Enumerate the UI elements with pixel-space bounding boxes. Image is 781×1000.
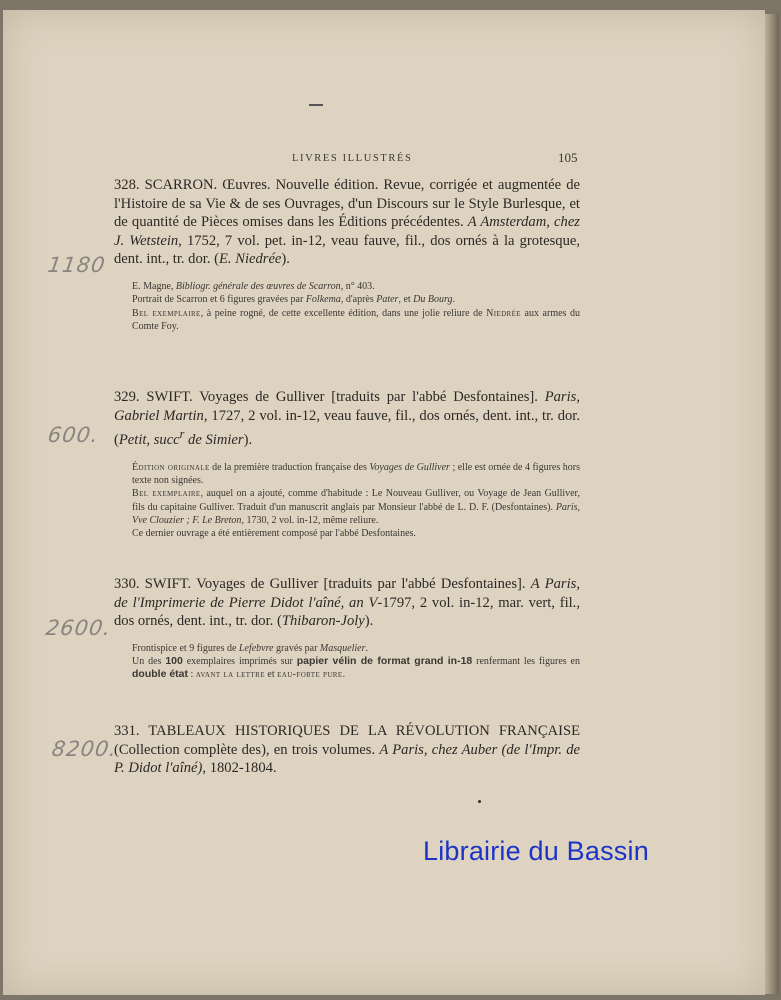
note-line: Bel exemplaire, à peine rogné, de cette excellente édition, dans une jolie reliure de Niedrée aux armes du Comte Foy.	[132, 307, 580, 332]
watermark: Librairie du Bassin	[423, 836, 649, 866]
pencil-price-328: 1180	[46, 253, 108, 277]
entry-329	[114, 388, 580, 540]
lot-number: 329.	[114, 389, 140, 405]
entry-330-notes	[132, 642, 580, 682]
note-line: Frontispice et 9 figures de Lefebvre gravés par Masquelier.	[132, 642, 368, 654]
pencil-price-331: 8200.	[50, 737, 119, 761]
printer-mark	[309, 104, 323, 106]
ink-dot	[478, 800, 481, 803]
note-line: Édition originale de la première traduction française des Voyages de Gulliver ; elle est ornée de 4 figures hors texte non signées.	[132, 461, 580, 486]
entry-331	[114, 722, 580, 778]
note-line: Un des 100 exemplaires imprimés sur papier vélin de format grand in-18 renfermant les figures en double état : avant la lettre et eau-forte pure.	[132, 655, 581, 681]
note-line: Bel exemplaire, auquel on a ajouté, comme d'habitude : Le Nouveau Gulliver, ou Voyage de Jean Gulliver, fils du capitaine Gulliver. Traduit d'un manuscrit anglais par Monsieur l'abbé de L. D. F. (Desfontaines). Paris, Vve Clouzier ; F. Le Breton, 1730, 2 vol. in-12, même reliure.	[132, 488, 580, 526]
entry-330	[114, 575, 580, 682]
lot-number: 331.	[114, 723, 140, 739]
note-line: E. Magne, Bibliogr. générale des œuvres de Scarron, n° 403.	[132, 280, 375, 292]
entry-331-text: 331. TABLEAUX HISTORIQUES DE LA RÉVOLUTION FRANÇAISE (Collection complète des), en trois volumes. A Paris, chez Auber (de l'Impr. de P. Didot l'aîné), 1802-1804.	[114, 723, 580, 777]
lot-number: 328.	[114, 177, 140, 193]
page-number: 105	[558, 150, 578, 165]
entry-328-text: 328. SCARRON. Œuvres. Nouvelle édition. Revue, corrigée et augmentée de l'Histoire de sa Vie & de ses Ouvrages, d'un Discours sur le Style Burlesque, et de quantité de Pièces omises dans les Éditions précédentes. A Amsterdam, chez J. Wetstein, 1752, 7 vol. pet. in-12, veau fauve, fil., dos ornés à la grotesque, dent. int., tr. dor. (E. Niedrée).	[114, 177, 580, 268]
entry-329-notes	[132, 461, 580, 541]
entry-329-text: 329. SWIFT. Voyages de Gulliver [traduits par l'abbé Desfontaines]. Paris, Gabriel Martin, 1727, 2 vol. in-12, veau fauve, fil., dos ornés, dent. int., tr. dor. (Petit, succ$^r$ de Simier).	[114, 389, 580, 449]
note-line: Ce dernier ouvrage a été entièrement composé par l'abbé Desfontaines.	[132, 528, 416, 540]
lot-number: 330.	[114, 576, 140, 592]
entry-328-notes	[132, 280, 580, 333]
note-line: Portrait de Scarron et 6 figures gravées par Folkema, d'après Pater, et Du Bourg.	[132, 294, 456, 306]
entry-330-text: 330. SWIFT. Voyages de Gulliver [traduits par l'abbé Desfontaines]. A Paris, de l'Imprimerie de Pierre Didot l'aîné, an V-1797, 2 vol. in-12, mar. vert, fil., dos ornés, dent. int., tr. dor. (Thibaron-Joly).	[114, 576, 580, 630]
entry-328	[114, 176, 580, 333]
running-title: LIVRES ILLUSTRÉS	[292, 153, 413, 164]
pencil-price-329: 600.	[46, 423, 101, 447]
pencil-price-330: 2600.	[44, 616, 113, 640]
